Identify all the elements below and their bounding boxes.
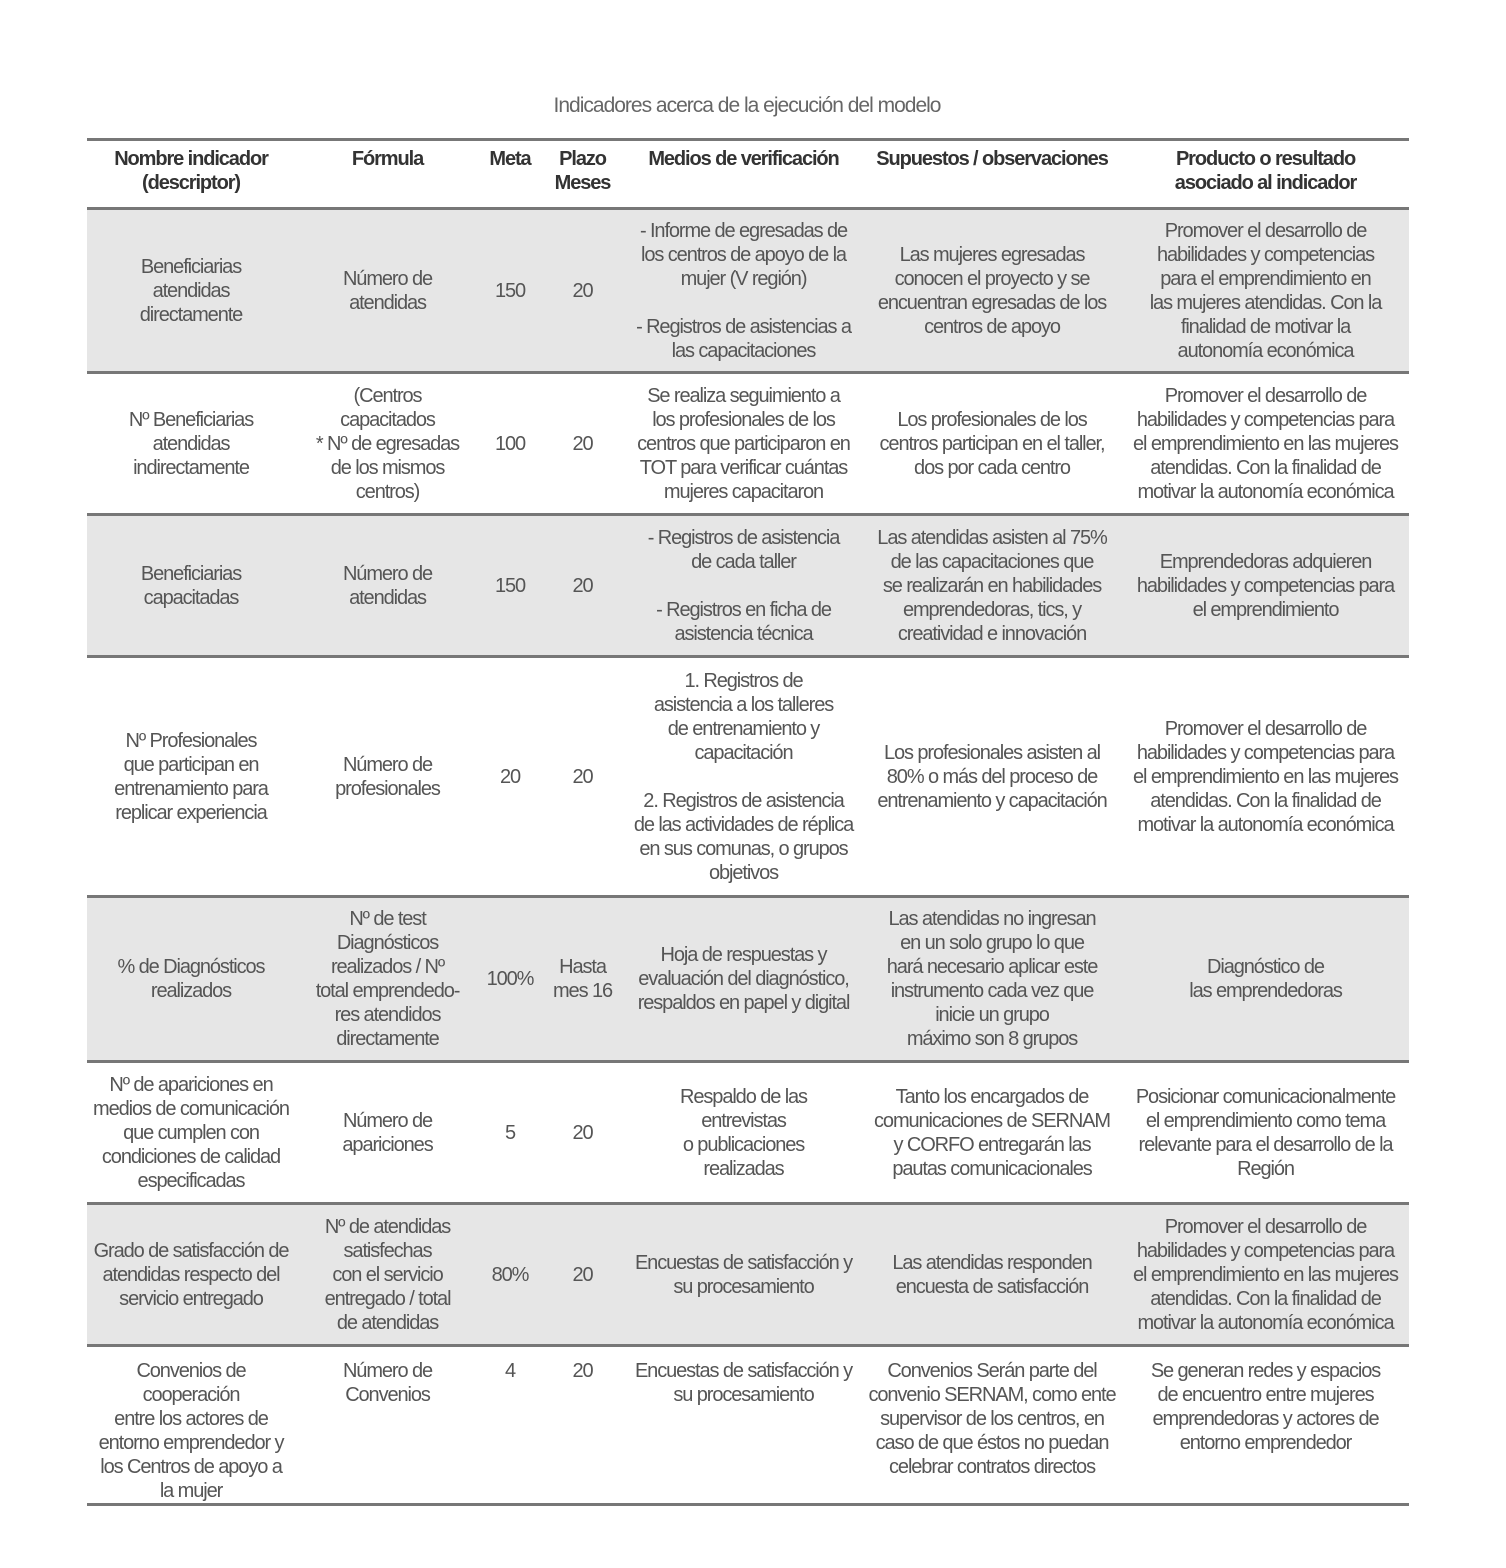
cell-formula: Número de atendidas	[295, 209, 480, 373]
cell-term-months: 20	[540, 209, 625, 373]
column-header-goal: Meta	[480, 140, 540, 209]
cell-formula: Nº de atendidas satisfechas con el servicio entregado / total de atendidas	[295, 1204, 480, 1346]
table-row	[87, 1346, 1409, 1505]
cell-assumptions: Los profesionales asisten al 80% o más del proceso de entrenamiento y capacitación	[862, 657, 1122, 897]
cell-goal: 4	[480, 1346, 540, 1505]
cell-assumptions: Convenios Serán parte del convenio SERNAM, como ente supervisor de los centros, en caso de que éstos no puedan celebrar contratos directos	[862, 1346, 1122, 1505]
cell-verification-means: 1. Registros de asistencia a los talleres de entrenamiento y capacitación 2. Registros de asistencia de las actividades de réplica en sus comunas, o grupos objetivos	[625, 657, 862, 897]
cell-term-months: 20	[540, 1062, 625, 1204]
cell-indicator-name: Grado de satisfacción de atendidas respecto del servicio entregado	[87, 1204, 295, 1346]
column-header-formula: Fórmula	[295, 140, 480, 209]
cell-product-result: Posicionar comunicacionalmente el emprendimiento como tema relevante para el desarrollo de la Región	[1122, 1062, 1409, 1204]
table-row	[87, 209, 1409, 373]
table-row	[87, 1204, 1409, 1346]
cell-indicator-name: Beneficiarias atendidas directamente	[87, 209, 295, 373]
cell-formula: (Centros capacitados * Nº de egresadas de los mismos centros)	[295, 373, 480, 515]
cell-indicator-name: Nº de apariciones en medios de comunicación que cumplen con condiciones de calidad especificadas	[87, 1062, 295, 1204]
table-row	[87, 515, 1409, 657]
indicators-table	[87, 138, 1409, 1506]
cell-term-months: Hasta mes 16	[540, 897, 625, 1062]
cell-goal: 80%	[480, 1204, 540, 1346]
cell-goal: 150	[480, 209, 540, 373]
cell-formula: Nº de test Diagnósticos realizados / Nº total emprendedo- res atendidos directamente	[295, 897, 480, 1062]
cell-product-result: Emprendedoras adquieren habilidades y competencias para el emprendimiento	[1122, 515, 1409, 657]
cell-assumptions: Los profesionales de los centros participan en el taller, dos por cada centro	[862, 373, 1122, 515]
column-header-indicator-name: Nombre indicador (descriptor)	[87, 140, 295, 209]
cell-verification-means: Se realiza seguimiento a los profesionales de los centros que participaron en TOT para verificar cuántas mujeres capacitaron	[625, 373, 862, 515]
cell-product-result: Diagnóstico de las emprendedoras	[1122, 897, 1409, 1062]
cell-term-months: 20	[540, 657, 625, 897]
cell-formula: Número de Convenios	[295, 1346, 480, 1505]
cell-product-result: Se generan redes y espacios de encuentro entre mujeres emprendedoras y actores de entorno emprendedor	[1122, 1346, 1409, 1505]
header-row	[87, 140, 1409, 209]
table-row	[87, 657, 1409, 897]
cell-verification-means: Hoja de respuestas y evaluación del diagnóstico, respaldos en papel y digital	[625, 897, 862, 1062]
cell-verification-means: Encuestas de satisfacción y su procesamiento	[625, 1346, 862, 1505]
cell-goal: 100%	[480, 897, 540, 1062]
column-header-assumptions: Supuestos / observaciones	[862, 140, 1122, 209]
table-row	[87, 1062, 1409, 1204]
cell-verification-means: Respaldo de las entrevistas o publicaciones realizadas	[625, 1062, 862, 1204]
cell-assumptions: Las atendidas no ingresan en un solo grupo lo que hará necesario aplicar este instrumento cada vez que inicie un grupo máximo son 8 grupos	[862, 897, 1122, 1062]
cell-goal: 150	[480, 515, 540, 657]
table-row	[87, 897, 1409, 1062]
cell-verification-means: - Informe de egresadas de los centros de apoyo de la mujer (V región) - Registros de asistencias a las capacitaciones	[625, 209, 862, 373]
column-header-term-months: Plazo Meses	[540, 140, 625, 209]
cell-term-months: 20	[540, 1204, 625, 1346]
cell-term-months: 20	[540, 515, 625, 657]
cell-verification-means: - Registros de asistencia de cada taller - Registros en ficha de asistencia técnica	[625, 515, 862, 657]
cell-term-months: 20	[540, 373, 625, 515]
column-header-verification-means: Medios de verificación	[625, 140, 862, 209]
cell-verification-means: Encuestas de satisfacción y su procesamiento	[625, 1204, 862, 1346]
cell-assumptions: Tanto los encargados de comunicaciones de SERNAM y CORFO entregarán las pautas comunicacionales	[862, 1062, 1122, 1204]
cell-indicator-name: Nº Beneficiarias atendidas indirectamente	[87, 373, 295, 515]
cell-indicator-name: % de Diagnósticos realizados	[87, 897, 295, 1062]
cell-assumptions: Las atendidas responden encuesta de satisfacción	[862, 1204, 1122, 1346]
cell-goal: 20	[480, 657, 540, 897]
cell-formula: Número de apariciones	[295, 1062, 480, 1204]
cell-product-result: Promover el desarrollo de habilidades y competencias para el emprendimiento en las mujeres atendidas. Con la finalidad de motivar la autonomía económica	[1122, 657, 1409, 897]
cell-term-months: 20	[540, 1346, 625, 1505]
cell-assumptions: Las mujeres egresadas conocen el proyecto y se encuentran egresadas de los centros de apoyo	[862, 209, 1122, 373]
cell-product-result: Promover el desarrollo de habilidades y competencias para el emprendimiento en las mujeres atendidas. Con la finalidad de motivar la autonomía económica	[1122, 209, 1409, 373]
table-caption: Indicadores acerca de la ejecución del modelo	[553, 94, 941, 117]
cell-goal: 100	[480, 373, 540, 515]
cell-product-result: Promover el desarrollo de habilidades y competencias para el emprendimiento en las mujeres atendidas. Con la finalidad de motivar la autonomía económica	[1122, 373, 1409, 515]
table-row	[87, 373, 1409, 515]
cell-formula: Número de atendidas	[295, 515, 480, 657]
cell-indicator-name: Convenios de cooperación entre los actores de entorno emprendedor y los Centros de apoyo a la mujer	[87, 1346, 295, 1505]
cell-assumptions: Las atendidas asisten al 75% de las capacitaciones que se realizarán en habilidades emprendedoras, tics, y creatividad e innovación	[862, 515, 1122, 657]
cell-product-result: Promover el desarrollo de habilidades y competencias para el emprendimiento en las mujeres atendidas. Con la finalidad de motivar la autonomía económica	[1122, 1204, 1409, 1346]
cell-goal: 5	[480, 1062, 540, 1204]
column-header-product-result: Producto o resultado asociado al indicador	[1122, 140, 1409, 209]
cell-indicator-name: Nº Profesionales que participan en entrenamiento para replicar experiencia	[87, 657, 295, 897]
cell-formula: Número de profesionales	[295, 657, 480, 897]
cell-indicator-name: Beneficiarias capacitadas	[87, 515, 295, 657]
